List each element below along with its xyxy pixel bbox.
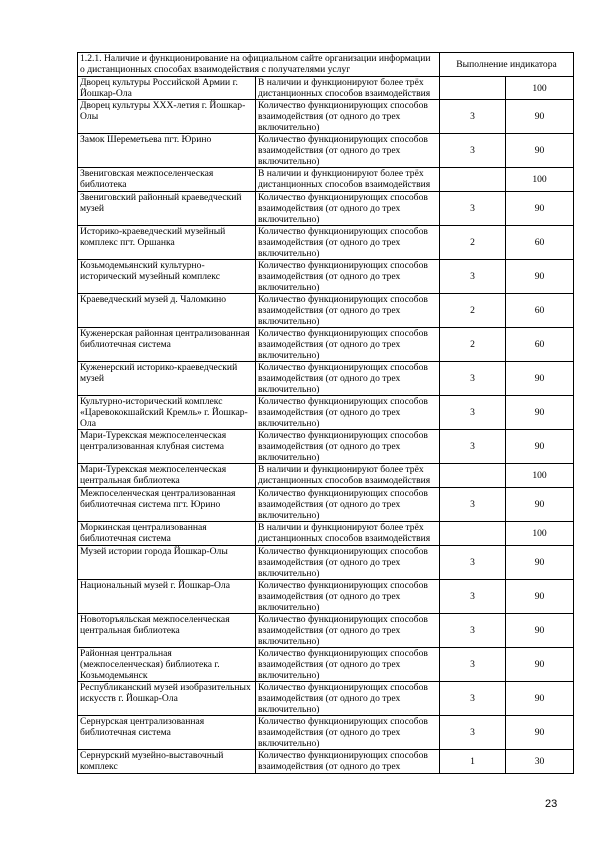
- indicator-description: Количество функционирующих способов взаимодействия (от одного до трех включительно): [256, 294, 440, 328]
- table-row: [78, 546, 574, 580]
- organization-name: Музей истории города Йошкар-Олы: [78, 546, 256, 580]
- methods-count: 3: [440, 192, 506, 226]
- indicator-description: Количество функционирующих способов взаимодействия (от одного до трех включительно): [256, 648, 440, 682]
- indicator-description: Количество функционирующих способов взаимодействия (от одного до трех включительно): [256, 192, 440, 226]
- indicator-score: 90: [506, 134, 574, 168]
- table-row: [78, 362, 574, 396]
- table-row: [78, 396, 574, 430]
- indicator-title: 1.2.1. Наличие и функционирование на официальном сайте организации информации о дистанционных способах взаимодействия с получателями услуг: [78, 53, 440, 77]
- column-header-indicator: Выполнение индикатора: [440, 53, 574, 77]
- table-row: [78, 648, 574, 682]
- table-row: [78, 464, 574, 488]
- methods-count: 3: [440, 580, 506, 614]
- indicator-score: 100: [506, 168, 574, 192]
- indicator-description: Количество функционирующих способов взаимодействия (от одного до трех включительно): [256, 260, 440, 294]
- indicator-description: Количество функционирующих способов взаимодействия (от одного до трех включительно): [256, 362, 440, 396]
- indicator-score: 90: [506, 430, 574, 464]
- indicator-description: В наличии и функционируют более трёх дистанционных способов взаимодействия: [256, 77, 440, 100]
- indicator-score: 90: [506, 260, 574, 294]
- indicator-description: Количество функционирующих способов взаимодействия (от одного до трех включительно): [256, 546, 440, 580]
- organization-name: Моркинская централизованная библиотечная система: [78, 522, 256, 546]
- indicator-score: 90: [506, 488, 574, 522]
- table-row: [78, 750, 574, 774]
- indicator-description: Количество функционирующих способов взаимодействия (от одного до трех включительно): [256, 134, 440, 168]
- indicator-description: В наличии и функционируют более трёх дистанционных способов взаимодействия: [256, 522, 440, 546]
- indicator-description: Количество функционирующих способов взаимодействия (от одного до трех включительно): [256, 682, 440, 716]
- methods-count: 3: [440, 260, 506, 294]
- indicator-score: 60: [506, 294, 574, 328]
- organization-name: Дворец культуры XXX-летия г. Йошкар-Олы: [78, 100, 256, 134]
- indicator-score: 90: [506, 580, 574, 614]
- organization-name: Куженерский историко-краеведческий музей: [78, 362, 256, 396]
- organization-name: Новоторъяльская межпоселенческая центральная библиотека: [78, 614, 256, 648]
- table-row: [78, 294, 574, 328]
- indicator-score: 60: [506, 328, 574, 362]
- indicator-description: Количество функционирующих способов взаимодействия (от одного до трех включительно): [256, 716, 440, 750]
- methods-count: 3: [440, 430, 506, 464]
- table-row: [78, 682, 574, 716]
- indicator-score: 90: [506, 716, 574, 750]
- organization-name: Мари-Турекская межпоселенческая центральная библиотека: [78, 464, 256, 488]
- organization-name: Культурно-исторический комплекс «Царевококшайский Кремль» г. Йошкар-Ола: [78, 396, 256, 430]
- methods-count: 2: [440, 294, 506, 328]
- organization-name: Республиканский музей изобразительных искусств г. Йошкар-Ола: [78, 682, 256, 716]
- table-row: [78, 260, 574, 294]
- methods-count: 3: [440, 682, 506, 716]
- organization-name: Сернурский музейно-выставочный комплекс: [78, 750, 256, 774]
- organization-name: Куженерская районная централизованная библиотечная система: [78, 328, 256, 362]
- indicator-description: Количество функционирующих способов взаимодействия (от одного до трех включительно): [256, 396, 440, 430]
- organization-name: Звениговский районный краеведческий музей: [78, 192, 256, 226]
- organization-name: Национальный музей г. Йошкар-Ола: [78, 580, 256, 614]
- table-row: [78, 716, 574, 750]
- indicator-description: Количество функционирующих способов взаимодействия (от одного до трех включительно): [256, 488, 440, 522]
- methods-count: 3: [440, 648, 506, 682]
- indicator-score: 90: [506, 682, 574, 716]
- methods-count: 3: [440, 134, 506, 168]
- table-row: [78, 168, 574, 192]
- table-row: [78, 77, 574, 100]
- indicator-description: Количество функционирующих способов взаимодействия (от одного до трех включительно): [256, 100, 440, 134]
- methods-count: [440, 464, 506, 488]
- table-row: [78, 226, 574, 260]
- methods-count: 2: [440, 328, 506, 362]
- methods-count: 3: [440, 614, 506, 648]
- organization-name: Мари-Турекская межпоселенческая централизованная клубная система: [78, 430, 256, 464]
- indicator-description: Количество функционирующих способов взаимодействия (от одного до трех: [256, 750, 440, 774]
- table-header-row: [78, 53, 574, 77]
- table-row: [78, 192, 574, 226]
- indicator-score: 100: [506, 464, 574, 488]
- organization-name: Замок Шереметьева пгт. Юрино: [78, 134, 256, 168]
- methods-count: [440, 168, 506, 192]
- indicator-description: В наличии и функционируют более трёх дистанционных способов взаимодействия: [256, 464, 440, 488]
- methods-count: 3: [440, 362, 506, 396]
- organization-name: Козьмодемьянский культурно-исторический музейный комплекс: [78, 260, 256, 294]
- indicator-score: 90: [506, 648, 574, 682]
- methods-count: [440, 77, 506, 100]
- indicator-description: Количество функционирующих способов взаимодействия (от одного до трех включительно): [256, 226, 440, 260]
- table-row: [78, 580, 574, 614]
- indicator-table: [77, 52, 574, 774]
- methods-count: 3: [440, 100, 506, 134]
- indicator-description: Количество функционирующих способов взаимодействия (от одного до трех включительно): [256, 430, 440, 464]
- indicator-score: 90: [506, 614, 574, 648]
- organization-name: Дворец культуры Российской Армии г. Йошкар-Ола: [78, 77, 256, 100]
- indicator-description: Количество функционирующих способов взаимодействия (от одного до трех включительно): [256, 614, 440, 648]
- methods-count: 3: [440, 488, 506, 522]
- indicator-score: 100: [506, 77, 574, 100]
- table-row: [78, 614, 574, 648]
- table-row: [78, 328, 574, 362]
- methods-count: 1: [440, 750, 506, 774]
- organization-name: Межпоселенческая централизованная библиотечная система пгт. Юрино: [78, 488, 256, 522]
- table-row: [78, 488, 574, 522]
- indicator-score: 90: [506, 100, 574, 134]
- indicator-score: 100: [506, 522, 574, 546]
- indicator-description: В наличии и функционируют более трёх дистанционных способов взаимодействия: [256, 168, 440, 192]
- indicator-score: 60: [506, 226, 574, 260]
- methods-count: 3: [440, 716, 506, 750]
- indicator-score: 90: [506, 396, 574, 430]
- methods-count: 3: [440, 546, 506, 580]
- organization-name: Краеведческий музей д. Чаломкино: [78, 294, 256, 328]
- methods-count: 2: [440, 226, 506, 260]
- organization-name: Сернурская централизованная библиотечная система: [78, 716, 256, 750]
- table-row: [78, 100, 574, 134]
- table-row: [78, 430, 574, 464]
- organization-name: Звениговская межпоселенческая библиотека: [78, 168, 256, 192]
- indicator-score: 30: [506, 750, 574, 774]
- indicator-score: 90: [506, 192, 574, 226]
- indicator-score: 90: [506, 362, 574, 396]
- indicator-score: 90: [506, 546, 574, 580]
- indicator-description: Количество функционирующих способов взаимодействия (от одного до трех включительно): [256, 328, 440, 362]
- table-row: [78, 522, 574, 546]
- organization-name: Историко-краеведческий музейный комплекс пгт. Оршанка: [78, 226, 256, 260]
- organization-name: Районная центральная (межпоселенческая) библиотека г. Козьмодемьянск: [78, 648, 256, 682]
- indicator-description: Количество функционирующих способов взаимодействия (от одного до трех включительно): [256, 580, 440, 614]
- table-row: [78, 134, 574, 168]
- page-number: 23: [545, 798, 558, 810]
- methods-count: [440, 522, 506, 546]
- methods-count: 3: [440, 396, 506, 430]
